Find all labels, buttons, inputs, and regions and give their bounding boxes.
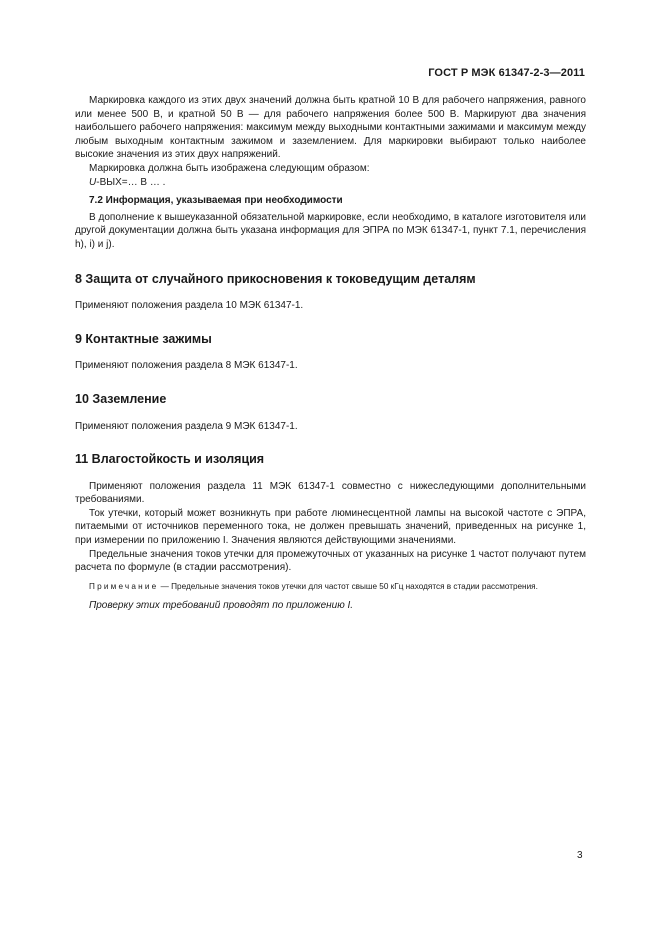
page-content (75, 94, 586, 612)
section-11-text: Применяют положения раздела 11 МЭК 61347-1 совместно с нижеследующими дополнительными требованиями. (75, 480, 586, 506)
formula-rest: -ВЫХ=… В … . (96, 176, 166, 188)
note-text: — Предельные значения токов утечки для частот свыше 50 кГц находятся в стадии рассмотрения. (158, 581, 538, 591)
section-8-title: 8 Защита от случайного прикосновения к токоведущим деталям (75, 271, 476, 286)
section-11-title: 11 Влагостойкость и изоляция (75, 452, 265, 467)
section-10-text: Применяют положения раздела 9 МЭК 61347-1. (75, 420, 298, 432)
page-number: 3 (577, 850, 583, 861)
subsection-7-2-text: В дополнение к вышеуказанной обязательной маркировке, если необходимо, в каталоге изготовителя или другой документации должна быть указана информация для ЭПРА по МЭК 61347-1, пункт 7.1, перечисления h), i) и j). (75, 211, 586, 250)
marking-formula (75, 176, 586, 190)
formula-symbol: U (89, 176, 97, 188)
intro-paragraph-2: Маркировка должна быть изображена следующим образом: (89, 162, 370, 174)
document-header: ГОСТ Р МЭК 61347-2-3—2011 (428, 67, 585, 79)
note-label: Примечание (89, 581, 159, 591)
section-11-limits-paragraph: Предельные значения токов утечки для промежуточных от указанных на рисунке 1 частот получают путем расчета по формуле (в стадии рассмотрения). (75, 548, 586, 574)
section-8-text: Применяют положения раздела 10 МЭК 61347-1. (75, 300, 304, 312)
section-9-title: 9 Контактные зажимы (75, 331, 212, 346)
intro-paragraph-1: Маркировка каждого из этих двух значений должна быть кратной 10 В для рабочего напряжения, равного или менее 500 В, и кратной 50 В — для рабочего напряжения более 500 В. Маркируют два значения наибольшего рабочего напряжения: максимум между выходными контактными зажимами и максимум между любым выходным контактным зажимом и заземлением. Для маркировки выбирают только наиболее высокие значения из этих двух напряжений. (75, 95, 586, 161)
section-10-title: 10 Заземление (75, 391, 167, 406)
section-9-text: Применяют положения раздела 8 МЭК 61347-1. (75, 360, 298, 372)
verification-paragraph: Проверку этих требований проводят по приложению I. (89, 599, 354, 611)
subsection-7-2-title: 7.2 Информация, указываемая при необходимости (89, 195, 343, 207)
note (75, 581, 586, 593)
section-11-leakage-paragraph: Ток утечки, который может возникнуть при работе люминесцентной лампы на высокой частоте с ЭПРА, питаемыми от источников переменного тока, не должен превышать значений, приведенных на рисунке 1, при измерении по приложению I. Значения являются действующими значениями. (75, 507, 586, 547)
